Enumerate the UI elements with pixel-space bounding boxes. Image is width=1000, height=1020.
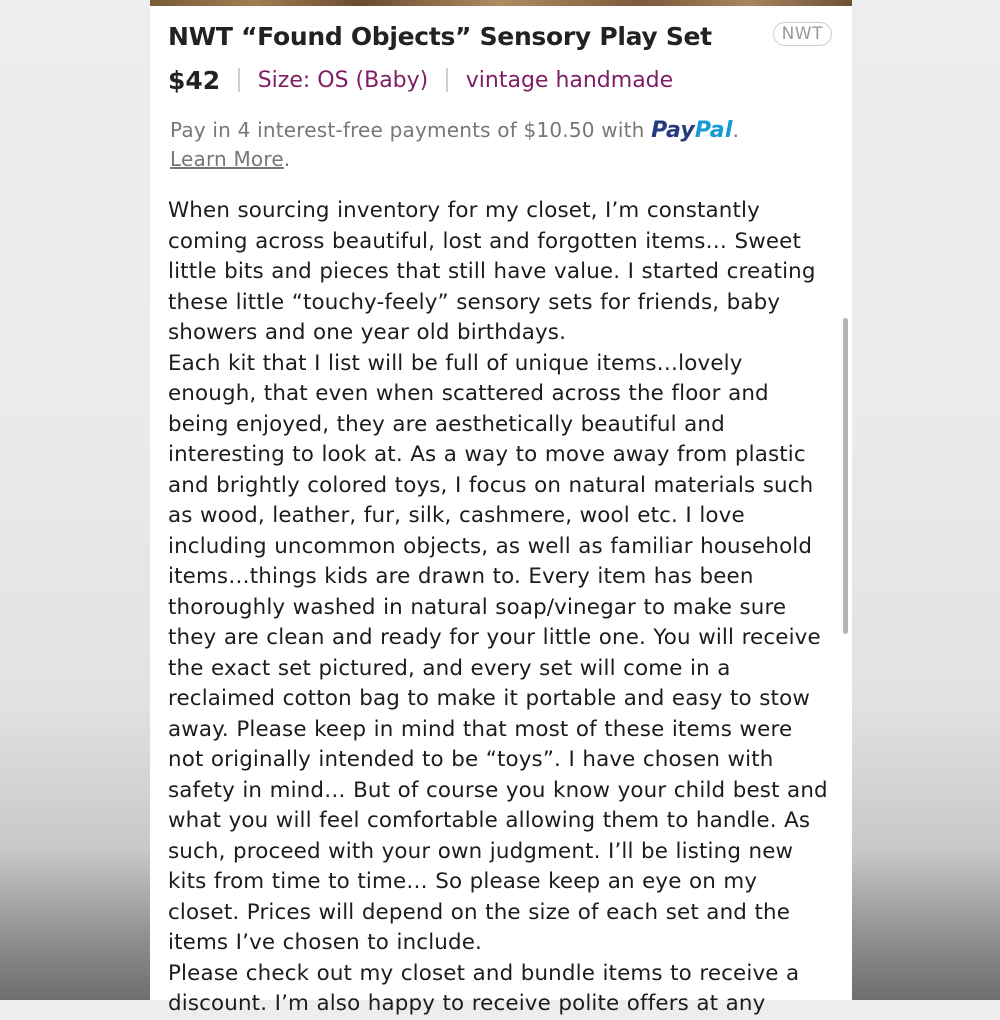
listing-title: NWT “Found Objects” Sensory Play Set <box>168 22 712 51</box>
meta-divider <box>446 68 448 92</box>
installments-period: . <box>732 118 740 142</box>
meta-divider <box>238 68 240 92</box>
description-paragraph: Each kit that I list will be full of unique items…lovely enough, that even when scattered across the floor and being enjoyed, they are aesthetically beautiful and interesting to look at. As a way to move away from plastic and brightly colored toys, I focus on natural materials such as wood, leather, fur, silk, cashmere, wool etc. I love including uncommon objects, as well as familiar household items…things kids are drawn to. Every item has been thoroughly washed in natural soap/vinegar to make sure they are clean and ready for your little one. You will receive the exact set pictured, and every set will come in a reclaimed cotton bag to make it portable and easy to stow away. Please keep in mind that most of these items were not originally intended to be “toys”. I have chosen with safety in mind… But of course you know your child best and what you will feel comfortable allowing them to handle. As such, proceed with your own judgment. I’ll be listing new kits from time to time… So please keep an eye on my closet. Prices will depend on the size of each set and the items I’ve chosen to include. <box>168 350 828 955</box>
description-paragraph: When sourcing inventory for my closet, I’m constantly coming across beautiful, lost and forgotten items… Sweet little bits and pieces that still have value. I started creating these little “touchy-feely” sensory sets for friends, baby showers and one year old birthdays. <box>168 198 816 345</box>
listing-details-card <box>150 6 852 1016</box>
title-row <box>168 20 838 60</box>
description-paragraph: Please check out my closet and bundle items to receive a discount. I’m also happy to receive polite offers at any <box>168 960 800 1016</box>
paypal-logo-part1: Pay <box>651 118 695 143</box>
learn-more-period: . <box>283 147 291 171</box>
installments-text: Pay in 4 interest-free payments of $10.50 with <box>170 118 645 142</box>
listing-price: $42 <box>168 65 221 95</box>
brand-link[interactable]: vintage handmade <box>465 67 674 93</box>
vertical-scrollbar[interactable] <box>843 318 848 634</box>
learn-more-link[interactable]: Learn More <box>170 147 284 171</box>
listing-meta-row <box>168 62 673 98</box>
paypal-logo-icon <box>651 118 733 143</box>
listing-description <box>168 196 834 1020</box>
paypal-installments-message <box>170 116 810 174</box>
condition-badge: NWT <box>773 22 832 46</box>
paypal-logo-part2: Pal <box>694 118 733 143</box>
size-link[interactable]: Size: OS (Baby) <box>257 67 429 93</box>
